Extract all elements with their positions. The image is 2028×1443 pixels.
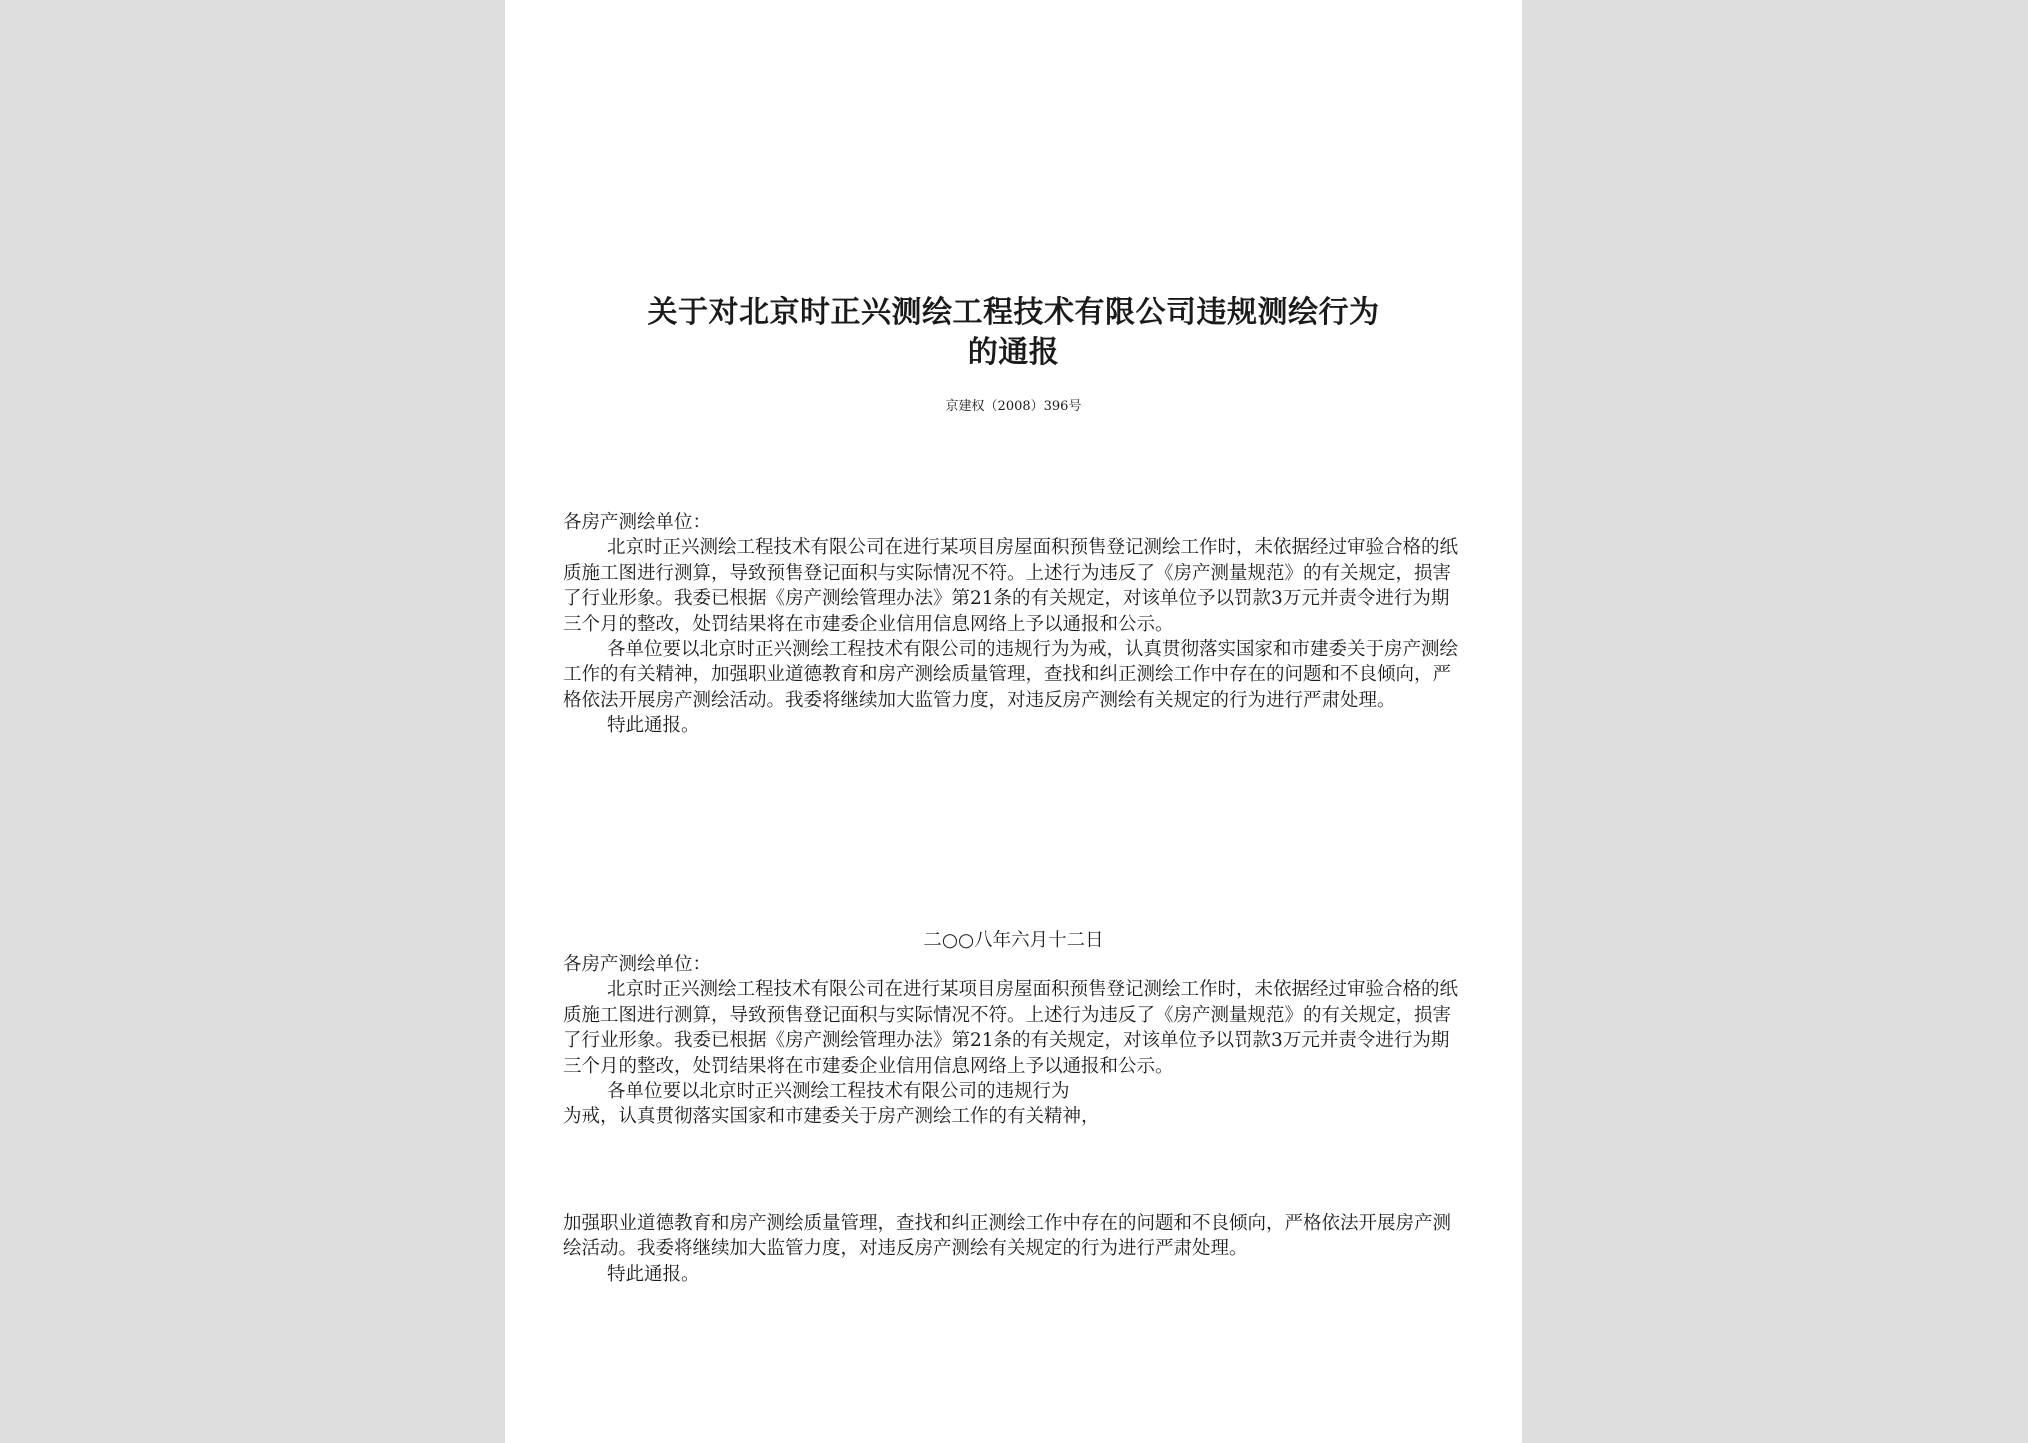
paragraph-2: 各单位要以北京时正兴测绘工程技术有限公司的违规行为为戒，认真贯彻落实国家和市建委关于房产测绘工作的有关精神，加强职业道德教育和房产测绘质量管理，查找和纠正测绘工作中存在的问题和不良倾向，严格依法开展房产测绘活动。我委将继续加大监管力度，对违反房产测绘有关规定的行为进行严肃处理。 <box>563 639 1459 711</box>
salutation: 各房产测绘单位： <box>563 954 712 975</box>
paragraph-1: 北京时正兴测绘工程技术有限公司在进行某项目房屋面积预售登记测绘工作时，未依据经过审验合格的纸质施工图进行测算，导致预售登记面积与实际情况不符。上述行为违反了《房产测量规范》的有关规定，损害了行业形象。我委已根据《房产测绘管理办法》第21条的有关规定，对该单位予以罚款3万元并责令进行为期三个月的整改，处罚结果将在市建委企业信用信息网络上予以通报和公示。 <box>563 537 1459 635</box>
paragraph-3: 加强职业道德教育和房产测绘质量管理，查找和纠正测绘工作中存在的问题和不良倾向，严格依法开展房产测绘活动。我委将继续加大监管力度，对违反房产测绘有关规定的行为进行严肃处理。 <box>563 1213 1452 1260</box>
notice-section-1 <box>563 510 1463 739</box>
title-line-1: 关于对北京时正兴测绘工程技术有限公司违规测绘行为 <box>647 295 1380 330</box>
paragraph-2-line-2: 为戒，认真贯彻落实国家和市建委关于房产测绘工作的有关精神， <box>563 1106 1100 1128</box>
paragraph-1: 北京时正兴测绘工程技术有限公司在进行某项目房屋面积预售登记测绘工作时，未依据经过审验合格的纸质施工图进行测算，导致预售登记面积与实际情况不符。上述行为违反了《房产测量规范》的有关规定，损害了行业形象。我委已根据《房产测绘管理办法》第21条的有关规定，对该单位予以罚款3万元并责令进行为期三个月的整改，处罚结果将在市建委企业信用信息网络上予以通报和公示。 <box>563 979 1459 1077</box>
issue-date: 二○○八年六月十二日 <box>923 930 1104 951</box>
notice-section-2-continued <box>563 1211 1463 1287</box>
document-title <box>565 293 1462 373</box>
notice-section-2 <box>563 952 1463 1130</box>
paragraph-2-line-1: 各单位要以北京时正兴测绘工程技术有限公司的违规行为 <box>607 1081 1070 1103</box>
document-number: 京建权（2008）396号 <box>945 399 1082 414</box>
closing-line: 特此通报。 <box>607 1263 700 1285</box>
salutation: 各房产测绘单位： <box>563 512 712 533</box>
title-line-2: 的通报 <box>967 335 1060 370</box>
document-page <box>505 0 1522 1443</box>
closing-line: 特此通报。 <box>607 715 700 737</box>
